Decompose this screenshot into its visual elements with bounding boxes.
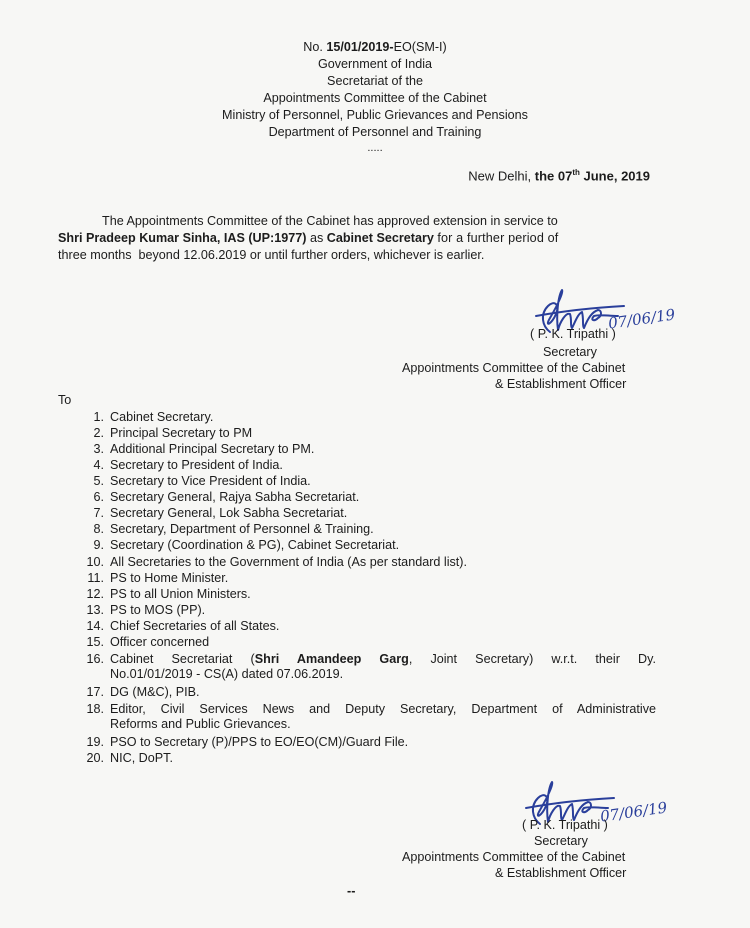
signatory-office-2: & Establishment Officer: [495, 866, 627, 880]
list-item: 17. DG (M&C), PIB.: [86, 685, 200, 699]
list-item: 1. Cabinet Secretary.: [93, 410, 214, 424]
signatory-office: Appointments Committee of the Cabinet: [402, 850, 626, 864]
list-item: 16. Cabinet Secretariat (Shri Amandeep Garg, Joint Secretary) w.r.t. their Dy. No.01/01/2019 - CS(A) dated 07.06.2019.: [86, 652, 657, 681]
signatory-designation: Secretary: [534, 834, 588, 848]
signature-date-handwritten: 07/06/19: [607, 305, 677, 333]
issue-date: New Delhi, the 07th June, 2019: [468, 168, 650, 184]
header-separator: .....: [367, 142, 383, 154]
list-item: 9. Secretary (Coordination & PG), Cabinet Secretariat.: [93, 538, 400, 552]
list-item: 15. Officer concerned: [86, 635, 210, 649]
signatory-name: ( P. K. Tripathi ): [522, 818, 608, 832]
list-item: 3. Additional Principal Secretary to PM.: [93, 442, 315, 456]
signatory-office-2: & Establishment Officer: [495, 377, 627, 391]
reference-number: No. 15/01/2019-EO(SM-I): [303, 40, 447, 54]
list-item: 8. Secretary, Department of Personnel & Training.: [93, 522, 374, 536]
footer-mark: --: [347, 884, 356, 898]
header-line-ministry: Ministry of Personnel, Public Grievances and Pensions: [222, 108, 528, 122]
body-line-3: three months beyond 12.06.2019 or until further orders, whichever is earlier.: [58, 248, 485, 262]
signature-date-handwritten: 07/06/19: [599, 798, 669, 826]
header-line-secretariat: Secretariat of the: [327, 74, 423, 88]
list-item: 7. Secretary General, Lok Sabha Secretariat.: [93, 506, 348, 520]
list-item: 13. PS to MOS (PP).: [86, 603, 206, 617]
header-line-department: Department of Personnel and Training: [268, 125, 482, 139]
list-item: 12. PS to all Union Ministers.: [86, 587, 251, 601]
to-label: To: [58, 393, 72, 407]
body-line-2: Shri Pradeep Kumar Sinha, IAS (UP:1977) as Cabinet Secretary for a further period of: [58, 231, 559, 245]
body-line-1: The Appointments Committee of the Cabinet has approved extension in service to: [102, 214, 558, 228]
list-item: 5. Secretary to Vice President of India.: [93, 474, 311, 488]
appointee-name: Shri Pradeep Kumar Sinha, IAS (UP:1977): [58, 231, 307, 245]
list-item: 14. Chief Secretaries of all States.: [86, 619, 280, 633]
list-item: 2. Principal Secretary to PM: [93, 426, 253, 440]
list-item: 20. NIC, DoPT.: [86, 751, 173, 765]
signatory-office: Appointments Committee of the Cabinet: [402, 361, 626, 375]
appointee-post: Cabinet Secretary: [326, 231, 434, 245]
list-item: 6. Secretary General, Rajya Sabha Secretariat.: [93, 490, 360, 504]
header-line-acc: Appointments Committee of the Cabinet: [263, 91, 487, 105]
list-item: 19. PSO to Secretary (P)/PPS to EO/EO(CM)/Guard File.: [86, 735, 409, 749]
signatory-name: ( P. K. Tripathi ): [530, 327, 616, 341]
list-item: 11. PS to Home Minister.: [87, 571, 229, 585]
signatory-designation: Secretary: [543, 345, 597, 359]
list-item: 10. All Secretaries to the Government of India (As per standard list).: [86, 555, 467, 569]
list-item: 4. Secretary to President of India.: [93, 458, 283, 472]
list-item: 18. Editor, Civil Services News and Deputy Secretary, Department of Administrative Reforms and Public Grievances.: [86, 702, 656, 731]
header-line-government: Government of India: [317, 57, 433, 71]
